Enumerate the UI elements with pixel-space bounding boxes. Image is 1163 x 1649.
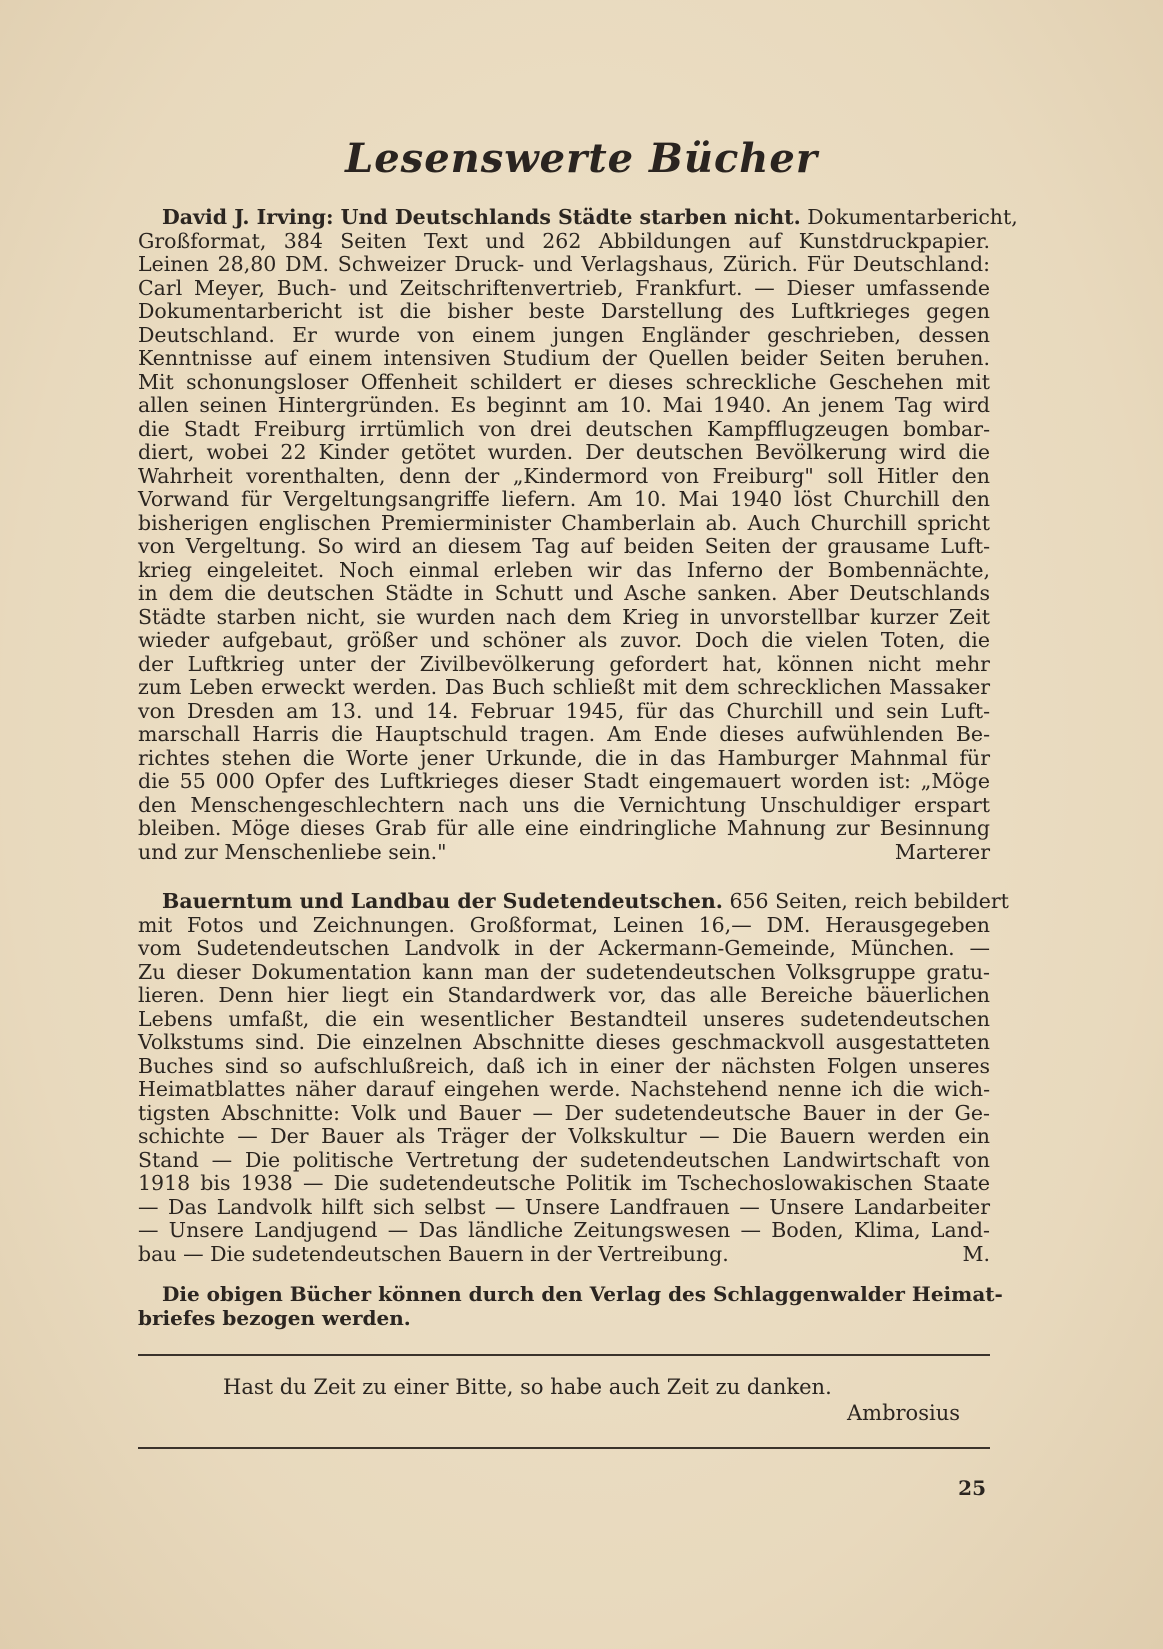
review-text-line: Zu dieser Dokumentation kann man der sudetendeutschen Volksgruppe gratu-	[138, 959, 990, 984]
review-text-line: in dem die deutschen Städte in Schutt und Asche sanken. Aber Deutschlands	[138, 581, 990, 605]
review-text-line: marschall Harris die Hauptschuld tragen. Am Ende dieses aufwühlenden Be-	[138, 722, 990, 746]
review-first-line	[138, 205, 1018, 230]
review-text-line: schichte — Der Bauer als Träger der Volkskultur — Die Bauern werden ein	[138, 1124, 990, 1148]
review-signature: Marterer	[894, 839, 990, 864]
review-irving	[138, 205, 1018, 864]
review-text: 656 Seiten, reich bebildert	[722, 889, 1009, 913]
review-text-line: von Vergeltung. So wird an diesem Tag auf beiden Seiten der grausame Luft-	[138, 534, 990, 558]
review-text-line: — Das Landvolk hilft sich selbst — Unsere Landfrauen — Unsere Landarbeiter	[138, 1194, 990, 1219]
review-text-line: richtes stehen die Worte jener Urkunde, die in das Hamburger Mahnmal für	[138, 745, 990, 770]
review-text-line: mit Fotos und Zeichnungen. Großformat, Leinen 16,— DM. Herausgegeben	[138, 912, 990, 937]
review-text-line: Wahrheit vorenthalten, denn der „Kindermord von Freiburg" soll Hitler den	[138, 463, 990, 488]
review-signature: M.	[962, 1241, 990, 1266]
review-text-line: zum Leben erweckt werden. Das Buch schließt mit dem schrecklichen Massaker	[138, 675, 990, 699]
review-bauerntum	[138, 889, 1009, 1266]
review-first-line	[138, 889, 1009, 914]
review-text-line: Lebens umfaßt, die ein wesentlicher Bestandteil unseres sudetendeutschen	[138, 1006, 990, 1031]
review-text-line: Stand — Die politische Vertretung der sudetendeutschen Landwirtschaft von	[138, 1147, 990, 1172]
order-note-line: briefes bezogen werden.	[138, 1305, 411, 1330]
review-text-line: bisherigen englischen Premierminister Chamberlain ab. Auch Churchill spricht	[138, 510, 990, 535]
review-text: Dokumentarbericht,	[800, 205, 1018, 229]
review-text-line: Volkstums sind. Die einzelnen Abschnitte dieses geschmackvoll ausgestatteten	[138, 1030, 990, 1054]
review-text-line: Kenntnisse auf einem intensiven Studium der Quellen beider Seiten beruhen.	[138, 346, 990, 370]
divider-top	[138, 1354, 990, 1356]
review-text: und zur Menschenliebe sein."	[138, 839, 447, 864]
review-text-line: vom Sudetendeutschen Landvolk in der Ackermann-Gemeinde, München. —	[138, 936, 990, 960]
page-title: Lesenswerte Bücher	[345, 135, 818, 182]
review-last-line	[138, 841, 990, 865]
quote-block	[138, 1372, 990, 1426]
quote-text: Hast du Zeit zu einer Bitte, so habe auch Zeit zu danken.	[223, 1375, 832, 1399]
review-text: bau — Die sudetendeutschen Bauern in der Vertreibung.	[138, 1241, 729, 1266]
review-text-line: Buches sind so aufschlußreich, daß ich in einer der nächsten Folgen unseres	[138, 1053, 990, 1078]
review-text-line: allen seinen Hintergründen. Es beginnt am 10. Mai 1940. An jenem Tag wird	[138, 393, 990, 417]
review-text-line: die 55 000 Opfer des Luftkrieges dieser Stadt eingemauert worden ist: „Möge	[138, 769, 990, 793]
review-text-line: 1918 bis 1938 — Die sudetendeutsche Politik im Tschechoslowakischen Staate	[138, 1171, 990, 1195]
review-text-line: tigsten Abschnitte: Volk und Bauer — Der sudetendeutsche Bauer in der Ge-	[138, 1100, 990, 1125]
review-text-line: Vorwand für Vergeltungsangriffe liefern. Am 10. Mai 1940 löst Churchill den	[138, 487, 990, 511]
review-text-line: Dokumentarbericht ist die bisher beste Darstellung des Luftkrieges gegen	[138, 299, 990, 323]
order-note	[138, 1282, 1003, 1330]
review-text-line: Carl Meyer, Buch- und Zeitschriftenvertrieb, Frankfurt. — Dieser umfassende	[138, 275, 990, 300]
review-book-title: David J. Irving: Und Deutschlands Städte starben nicht.	[162, 205, 801, 229]
review-text-line: die Stadt Freiburg irrtümlich von drei deutschen Kampfflugzeugen bombar-	[138, 416, 990, 441]
divider-bottom	[138, 1447, 990, 1449]
review-text-line: Leinen 28,80 DM. Schweizer Druck- und Verlagshaus, Zürich. Für Deutschland:	[138, 252, 990, 276]
review-text-line: lieren. Denn hier liegt ein Standardwerk vor, das alle Bereiche bäuerlichen	[138, 983, 990, 1007]
review-text-line: krieg eingeleitet. Noch einmal erleben wir das Inferno der Bombennächte,	[138, 557, 990, 582]
review-text-line: der Luftkrieg unter der Zivilbevölkerung gefordert hat, können nicht mehr	[138, 651, 990, 676]
review-text-line: diert, wobei 22 Kinder getötet wurden. Der deutschen Bevölkerung wird die	[138, 440, 990, 464]
review-text-line: wieder aufgebaut, größer und schöner als zuvor. Doch die vielen Toten, die	[138, 628, 990, 652]
review-text-line: Mit schonungsloser Offenheit schildert er dieses schreckliche Geschehen mit	[138, 369, 990, 394]
page-number: 25	[958, 1476, 986, 1500]
review-text-line: Heimatblattes näher darauf eingehen werde. Nachstehend nenne ich die wich-	[138, 1077, 990, 1101]
order-note-line: Die obigen Bücher können durch den Verlag des Schlaggenwalder Heimat-	[162, 1282, 1003, 1306]
review-text-line: bleiben. Möge dieses Grab für alle eine eindringliche Mahnung zur Besinnung	[138, 816, 990, 840]
review-text-line: von Dresden am 13. und 14. Februar 1945, für das Churchill und sein Luft-	[138, 698, 990, 723]
review-text-line: — Unsere Landjugend — Das ländliche Zeitungswesen — Boden, Klima, Land-	[138, 1218, 990, 1242]
quote-author: Ambrosius	[847, 1401, 960, 1425]
review-book-title: Bauerntum und Landbau der Sudetendeutschen.	[162, 889, 723, 913]
review-last-line	[138, 1243, 990, 1267]
review-text-line: Deutschland. Er wurde von einem jungen Engländer geschrieben, dessen	[138, 322, 990, 347]
review-text-line: den Menschengeschlechtern nach uns die Vernichtung Unschuldiger erspart	[138, 792, 990, 817]
review-text-line: Großformat, 384 Seiten Text und 262 Abbildungen auf Kunstdruckpapier.	[138, 228, 990, 253]
review-text-line: Städte starben nicht, sie wurden nach dem Krieg in unvorstellbar kurzer Zeit	[138, 604, 990, 629]
